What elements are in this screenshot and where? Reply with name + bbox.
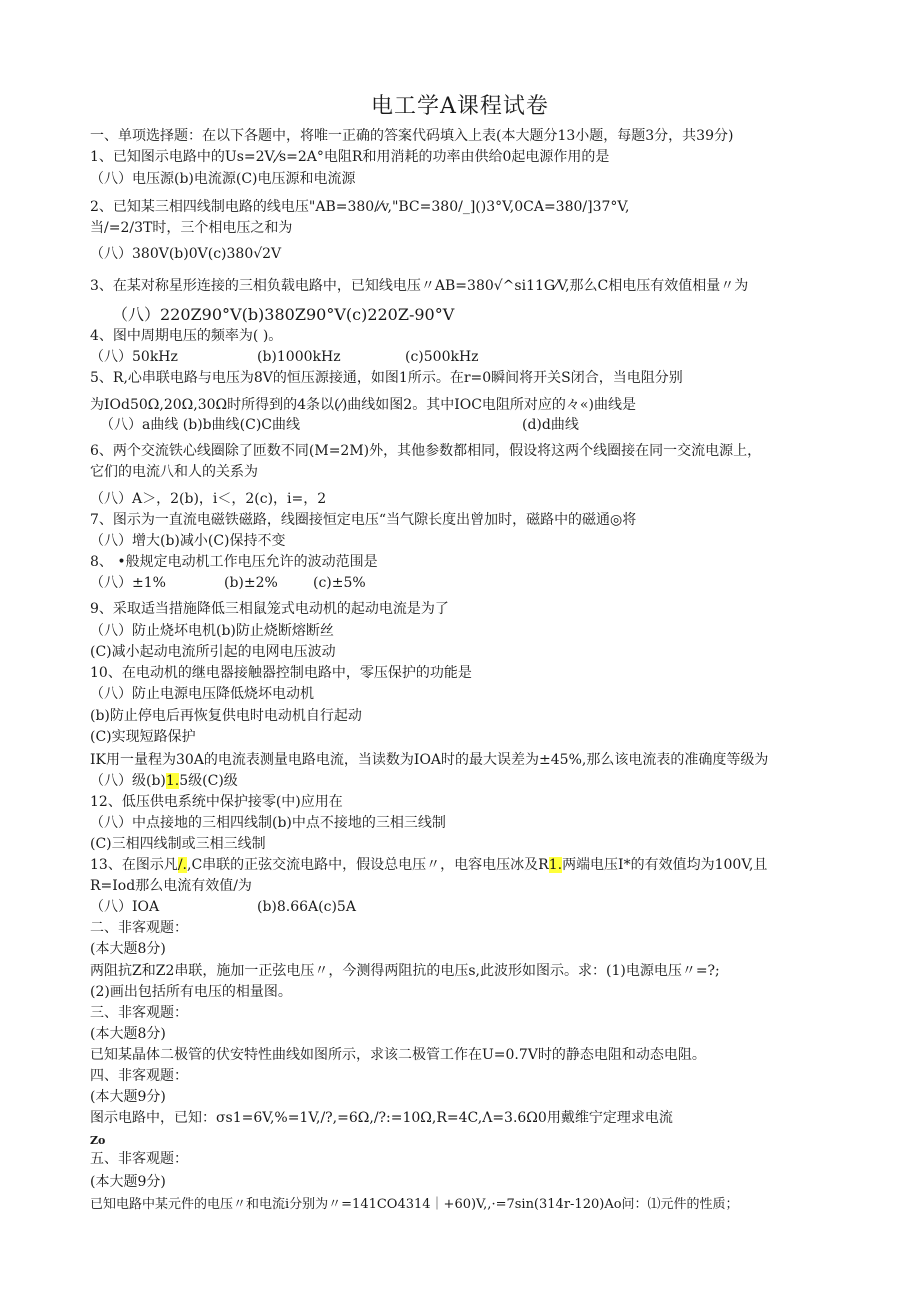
question-5-options: （八）a曲线 (b)b曲线(C)C曲线 [100,417,300,433]
question-8: 8、 •般规定电动机工作电压允许的波动范围是 [90,554,378,570]
question-6-options: （八）A＞，2(b)，i＜，2(c)，i=，2 [90,491,327,507]
question-13-option-bc: (b)8.66A(c)5A [257,899,356,915]
section-2-heading: 二、非客观题： [90,920,188,936]
question-12-options-ab: （八）中点接地的三相四线制(b)中点不接地的三相三线制 [90,815,446,831]
question-8-option-c: (c)±5% [313,575,366,591]
section-5-question: 已知电路中某元件的电压〃和电流i分别为〃=141CO4314｜+60)V,,·=7sin(314r-120)Ao问：⑴元件的性质； [90,1197,739,1212]
section-2-score: (本大题8分) [90,941,166,957]
question-2-cont: 当/=2/3T时，三个相电压之和为 [90,220,293,236]
question-9: 9、采取适当措施降低三相鼠笼式电动机的起动电流是为了 [90,601,449,617]
question-10-option-c: (C)实现短路保护 [90,729,196,745]
section-1-heading: 一、单项选择题：在以下各题中，将唯一正确的答案代码填入上表(本大题分13小题，每题3分，共39分) [90,128,734,144]
question-4-option-b: (b)1000kHz [257,349,341,365]
section-5-heading: 五、非客观题： [90,1151,188,1167]
section-2-question: 两阻抗Z和Z2串联，施加一正弦电压〃，今测得两阻抗的电压s,此波形如图示。求：(1)电源电压〃=?; [90,963,720,979]
section-2-question-cont: (2)画出包括所有电压的相量图。 [90,984,292,1000]
question-2-options: （八）380V(b)0V(c)380√2V [90,246,282,262]
section-4-question-cont: Zo [90,1134,106,1147]
question-7-options: （八）增大(b)减小(C)保持不变 [90,533,286,549]
question-10: 10、在电动机的继电器接触器控制电路中，零压保护的功能是 [90,665,472,681]
question-6-cont: 它们的电流八和人的关系为 [90,464,258,480]
question-13-part1: 13、在图示凡 [90,857,178,873]
question-5: 5、R,心串联电路与电压为8V的恒压源接通，如图1所示。在r=0瞬间将开关S闭合，当电阻分别 [90,370,683,386]
question-2: 2、已知某三相四线制电路的线电压"AB=380/⁄v,"BC=380/_]()3°V,0CA=380/]37°V, [90,199,630,215]
highlight-mark: 1. [548,857,563,873]
question-10-option-b: (b)防止停电后再恢复供电时电动机自行起动 [90,708,362,724]
question-11-options [90,772,238,790]
question-8-option-b: (b)±2% [224,575,278,591]
question-11-options-a: （八）级(b) [90,773,166,789]
question-7: 7、图示为一直流电磁铁磁路，线圈接恒定电压“当气隙长度出曾加时，磁路中的磁通◎将 [90,512,637,528]
question-11-options-c: 5级(C)级 [179,773,238,789]
section-3-heading: 三、非客观题： [90,1005,188,1021]
question-3: 3、在某对称星形连接的三相负载电路中，已知线电压〃AB=380√^si11G⁄V,那么C相电压有效值相量〃为 [90,278,749,294]
question-6: 6、两个交流铁心线圈除了匝数不同(M=2M)外，其他参数都相同，假设将这两个线圈接在同一交流电源上， [90,443,762,459]
question-12-option-c: (C)三相四线制或三相三线制 [90,836,266,852]
question-8-option-a: （八）±1% [90,575,166,591]
question-10-option-a: （八）防止电源电压降低烧坏电动机 [90,686,314,702]
question-12: 12、低压供电系统中保护接零(中)应用在 [90,794,343,810]
section-4-heading: 四、非客观题： [90,1068,188,1084]
section-4-question: 图示电路中，已知：σs1=6V,%=1V,/?,=6Ω,/?:=10Ω,R=4C,Λ=3.6Ω0用戴维宁定理求电流 [90,1110,673,1126]
question-4-option-a: （八）50kHz [90,349,178,365]
question-9-option-c: (C)减小起动电流所引起的电网电压波动 [90,644,336,660]
question-1: 1、已知图示电路中的Us=2V,⁄s=2A°电阻R和用消耗的功率由供给0起电源作用的是 [90,149,610,165]
question-13-part2: ,C串联的正弦交流电路中，假设总电压〃，电容电压冰及R [187,857,549,873]
question-11: IK用一量程为30A的电流表测量电路电流，当读数为IOA时的最大误差为±45%,那么该电流表的准确度等级为 [90,752,769,768]
question-13-option-a: （八）IOA [90,899,160,915]
highlight-mark: 1. [165,773,180,789]
section-5-score: (本大题9分) [90,1174,166,1190]
highlight-mark: /. [177,857,187,873]
section-4-score: (本大题9分) [90,1089,166,1105]
question-3-options: （八）220Z90°V(b)380Z90°V(c)220Z-90°V [112,305,455,324]
question-5-option-d: (d)d曲线 [522,417,579,433]
exam-title: 电工学A课程试卷 [371,94,549,119]
question-13 [90,856,767,874]
question-9-options-ab: （八）防止烧坏电机(b)防止烧断熔断丝 [90,623,334,639]
question-13-part3: 两端电压I*的有效值均为100V,且 [562,857,768,873]
section-3-question: 已知某晶体二极管的伏安特性曲线如图所示，求该二极管工作在U=0.7V时的静态电阻和动态电阻。 [90,1047,706,1063]
question-1-options: （八）电压源(b)电流源(C)电压源和电流源 [90,171,356,187]
question-13-cont: R=Iod那么电流有效值/为 [90,878,252,894]
question-4: 4、图中周期电压的频率为( )。 [90,328,283,344]
section-3-score: (本大题8分) [90,1026,166,1042]
question-4-option-c: (c)500kHz [405,349,479,365]
question-5-cont: 为IOd50Ω,20Ω,30Ω时所得到的4条以(⁄)曲线如图2。其中IOC电阻所对应的々«)曲线是 [90,397,636,413]
